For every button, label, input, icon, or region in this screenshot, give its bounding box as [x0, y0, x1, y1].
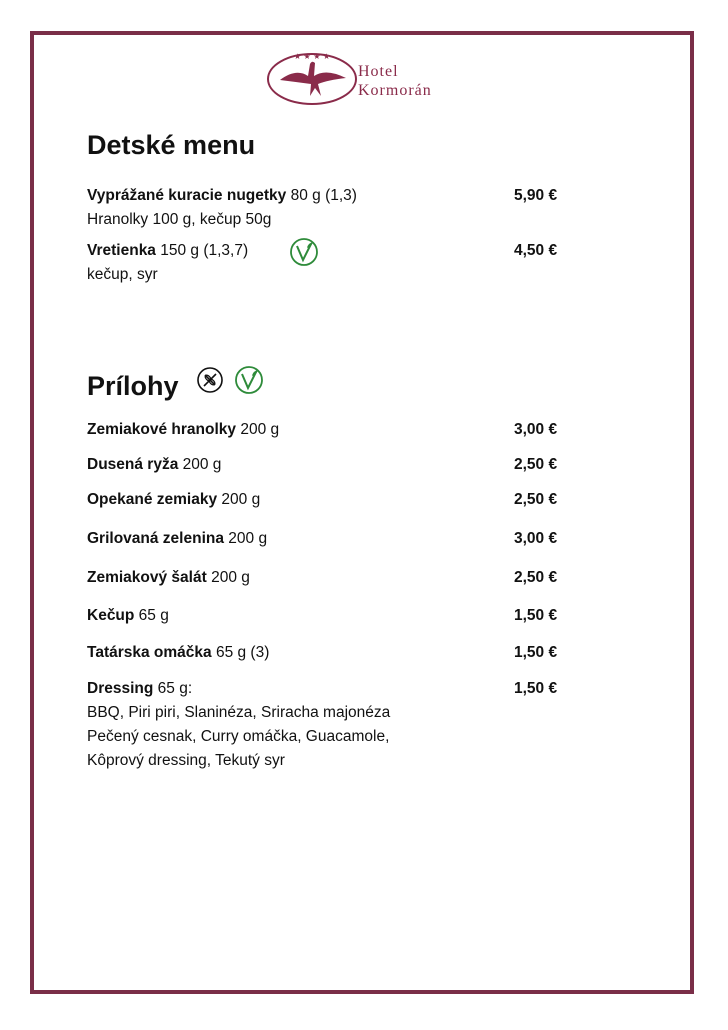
menu-item	[87, 527, 267, 551]
item-price: 5,90 €	[514, 187, 558, 204]
item-detail: 200 g	[223, 530, 268, 547]
item-sub-line: BBQ, Piri piri, Slaninéza, Sriracha majonéza	[87, 704, 391, 721]
item-detail: 150 g (1,3,7)	[155, 242, 249, 259]
menu-item	[87, 566, 250, 590]
item-sub: kečup, syr	[87, 266, 158, 283]
item-detail: 200 g	[236, 421, 280, 438]
vegan-icon	[234, 365, 264, 395]
section-title-sides: Prílohy	[87, 371, 179, 401]
item-sub: Hranolky 100 g, kečup 50g	[87, 211, 272, 228]
menu-item	[87, 453, 221, 477]
gluten-free-icon	[196, 366, 224, 394]
item-price: 2,50 €	[514, 456, 558, 473]
item-sub-line: Pečený cesnak, Curry omáčka, Guacamole,	[87, 728, 390, 745]
hotel-logo	[266, 50, 476, 108]
item-detail: 200 g	[217, 491, 261, 508]
item-name: Vretienka	[87, 242, 156, 259]
item-price: 2,50 €	[514, 569, 558, 586]
menu-item	[87, 239, 248, 263]
item-price: 2,50 €	[514, 491, 558, 508]
logo-line-1: Hotel	[358, 63, 399, 80]
menu-item	[87, 604, 169, 628]
item-detail: 80 g (1,3)	[286, 187, 357, 204]
menu-item	[87, 641, 269, 665]
logo-text	[358, 62, 432, 100]
item-price: 4,50 €	[514, 242, 558, 259]
vegan-icon	[289, 237, 319, 267]
item-name: Dressing	[87, 680, 154, 697]
item-name: Zemiakové hranolky	[87, 421, 237, 438]
page-frame	[30, 31, 694, 994]
svg-text:★ ★ ★ ★: ★ ★ ★ ★	[293, 52, 331, 61]
menu-item	[87, 677, 192, 701]
menu-item	[87, 418, 279, 442]
section-title-kids-menu: Detské menu	[87, 130, 256, 160]
item-name: Tatárska omáčka	[87, 644, 212, 661]
item-name: Zemiakový šalát	[87, 569, 207, 586]
item-price: 1,50 €	[514, 607, 558, 624]
item-detail: 200 g	[206, 569, 250, 586]
item-name: Opekané zemiaky	[87, 491, 218, 508]
item-name: Kečup	[87, 607, 135, 624]
item-detail: 65 g	[134, 607, 169, 624]
item-price: 3,00 €	[514, 530, 558, 547]
item-detail: 65 g (3)	[211, 644, 270, 661]
item-price: 1,50 €	[514, 680, 558, 697]
menu-item	[87, 488, 260, 512]
logo-line-2: Kormorán	[358, 82, 432, 99]
item-sub-line: Kôprový dressing, Tekutý syr	[87, 752, 285, 769]
item-price: 1,50 €	[514, 644, 558, 661]
item-name: Vyprážané kuracie nugetky	[87, 187, 287, 204]
item-detail: 200 g	[178, 456, 222, 473]
menu-item	[87, 184, 357, 208]
item-detail: 65 g:	[153, 680, 193, 697]
item-price: 3,00 €	[514, 421, 558, 438]
item-name: Grilovaná zelenina	[87, 530, 224, 547]
item-name: Dusená ryža	[87, 456, 179, 473]
